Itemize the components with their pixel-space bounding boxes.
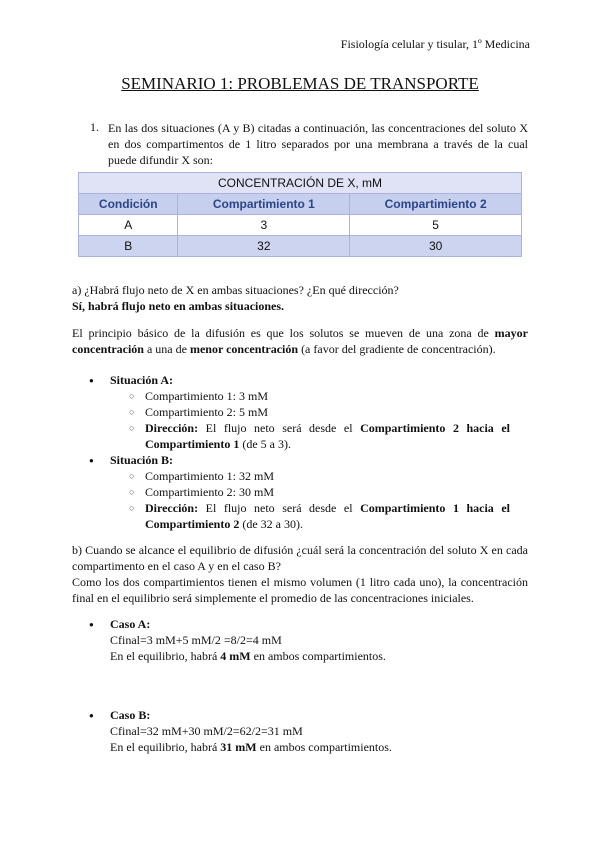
case-b: ● Caso B: Cfinal=32 mM+30 mM/2=62/2=31 mM En el equilibrio, habrá 31 mM en ambos compartimientos. xyxy=(110,707,510,755)
list-item: ○ Dirección: El flujo neto será desde el Compartimiento 1 hacia el Compartimiento 2 (de 32 a 30). xyxy=(145,500,510,532)
table-header: Compartimiento 1 xyxy=(178,194,350,215)
principle-paragraph: El principio básico de la difusión es que los solutos se mueven de una zona de mayor concentración a una de menor concentración (a favor del gradiente de concentración). xyxy=(72,326,528,356)
concentration-table xyxy=(78,172,522,257)
question-b-intro: Como los dos compartimientos tienen el mismo volumen (1 litro cada uno), la concentración final en el equilibrio será simplemente el promedio de las concentraciones iniciales. xyxy=(72,575,528,605)
answer-a: Sí, habrá flujo neto en ambas situaciones. xyxy=(72,299,285,313)
table-cell: B xyxy=(79,236,178,257)
table-cell: 3 xyxy=(178,215,350,236)
question-b: b) Cuando se alcance el equilibrio de difusión ¿cuál será la concentración del soluto X en cada compartimento en el caso A y en el caso B? xyxy=(72,543,528,573)
question-a: a) ¿Habrá flujo neto de X en ambas situaciones? ¿En qué dirección? xyxy=(72,283,399,297)
table-cell: A xyxy=(79,215,178,236)
table-cell: 5 xyxy=(350,215,522,236)
list-item: ○ Compartimiento 2: 30 mM xyxy=(145,484,510,500)
table-row xyxy=(79,236,522,257)
question-number: 1. xyxy=(90,120,99,134)
running-header: Fisiología celular y tisular, 1º Medicina xyxy=(340,37,530,51)
list-item: ○ Compartimiento 1: 32 mM xyxy=(145,468,510,484)
situation-a-label: Situación A: xyxy=(110,373,174,387)
page-title: SEMINARIO 1: PROBLEMAS DE TRANSPORTE xyxy=(121,74,479,93)
table-cell: 32 xyxy=(178,236,350,257)
table-header: Condición xyxy=(79,194,178,215)
list-item: ○ Dirección: El flujo neto será desde el Compartimiento 2 hacia el Compartimiento 1 (de 5 a 3). xyxy=(145,420,510,452)
table-caption: CONCENTRACIÓN DE X, mM xyxy=(79,173,522,194)
case-a: ● Caso A: Cfinal=3 mM+5 mM/2 =8/2=4 mM En el equilibrio, habrá 4 mM en ambos compartimientos. xyxy=(110,616,510,664)
table-header: Compartimiento 2 xyxy=(350,194,522,215)
table-row xyxy=(79,215,522,236)
question-1-text: En las dos situaciones (A y B) citadas a continuación, las concentraciones del soluto X en dos compartimentos de 1 litro separados por una membrana a través de la cual puede difundir X son: xyxy=(108,121,528,167)
situation-b-label: Situación B: xyxy=(110,453,174,467)
list-item: ○ Compartimiento 2: 5 mM xyxy=(145,404,510,420)
table-cell: 30 xyxy=(350,236,522,257)
list-item: ○ Compartimiento 1: 3 mM xyxy=(145,388,510,404)
